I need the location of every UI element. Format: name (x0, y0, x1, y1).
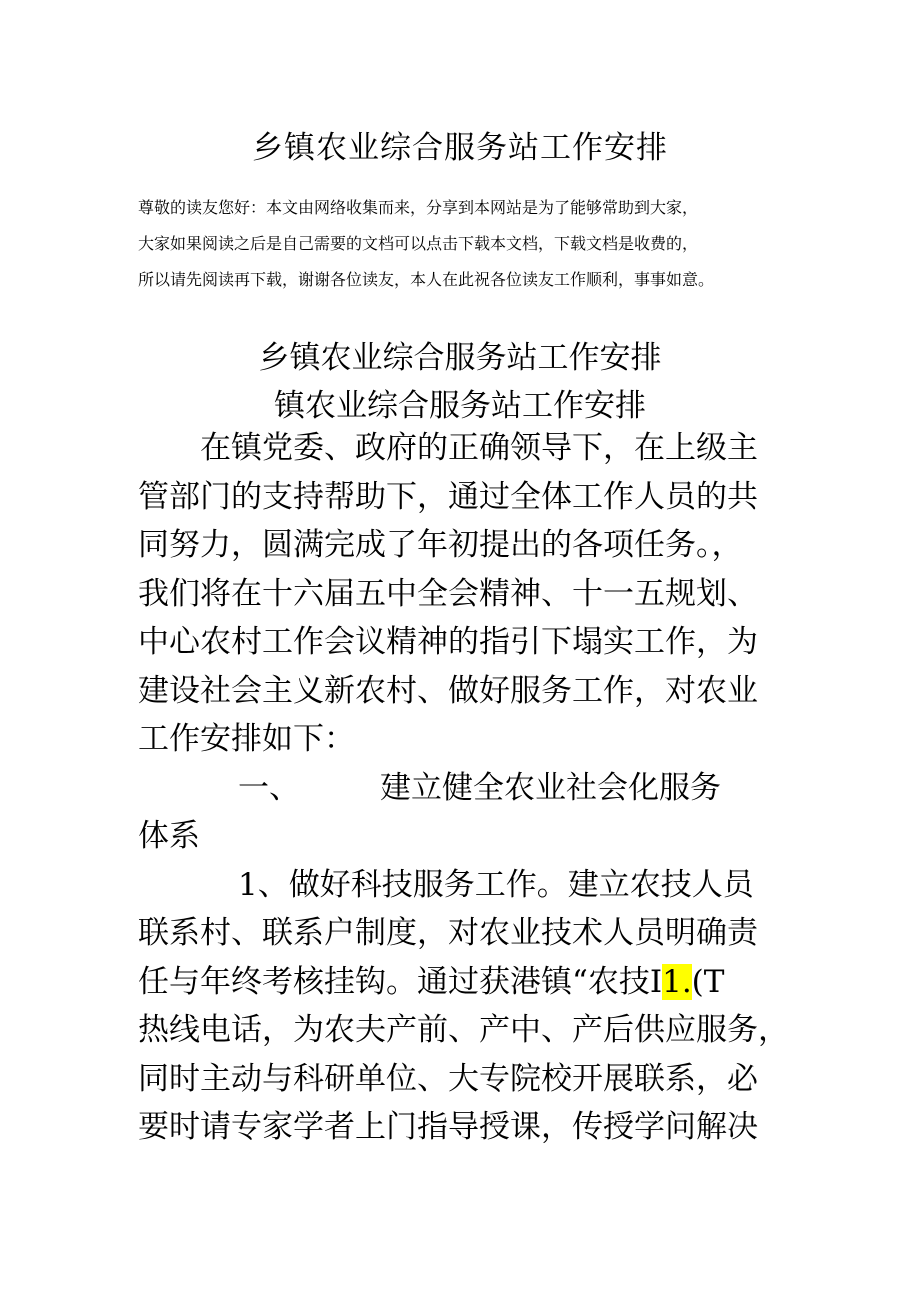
item-line: 同时主动与科研单位、大专院校开展联系，必 (138, 1060, 758, 1097)
item-line: 要时请专家学者上门指导授课，传授学问解决 (138, 1109, 758, 1145)
document-title: 乡镇农业综合服务站工作安排 (252, 130, 668, 166)
item-text: (T (691, 963, 725, 1000)
paragraph-line: 在镇党委、政府的正确领导下，在上级主 (200, 430, 758, 466)
section-title-continued: 体系 (138, 818, 200, 854)
section-number: 一、 (238, 769, 300, 806)
body-text (138, 424, 798, 1152)
sub-heading: 镇农业综合服务站工作安排 (274, 388, 646, 424)
paragraph-line: 中心农村工作会议精神的指引下塌实工作，为 (138, 624, 758, 660)
item-line: 联系村、联系户制度，对农业技术人员明确责 (138, 915, 758, 951)
notice-line: 所以请先阅读再下载，谢谢各位读友，本人在此祝各位读友工作顺利，事事如意。 (138, 270, 715, 289)
item-line: 1、做好科技服务工作。建立农技人员 (238, 866, 754, 903)
section-heading-line (138, 764, 798, 813)
paragraph-line: 管部门的支持帮助下，通过全体工作人员的共 (138, 478, 758, 515)
notice-line: 尊敬的读友您好：本文由网络收集而来，分享到本网站是为了能够常助到大家， (138, 198, 699, 217)
paragraph-line: 同努力，圆满完成了年初提出的各项任务。， (138, 527, 743, 563)
reader-notice (138, 190, 818, 298)
paragraph-line: 建设社会主义新农村、做好服务工作，对农业 (138, 672, 758, 709)
notice-line: 大家如果阅读之后是自己需要的文档可以点击下载本文档，下载文档是收费的， (138, 234, 699, 253)
item-text: 任与年终考核挂钩。通过获港镇“农技I (138, 963, 663, 1000)
paragraph-line: 工作安排如下： (138, 721, 355, 757)
item-line (138, 958, 798, 1007)
item-line: 热线电话，为农夫产前、产中、产后供应服务， (138, 1012, 789, 1048)
highlighted-text: 1. (662, 963, 692, 1000)
section-heading: 乡镇农业综合服务站工作安排 (258, 340, 662, 376)
section-title: 建立健全农业社会化服务 (380, 769, 721, 806)
paragraph-line: 我们将在十六届五中全会精神、十一五规划、 (138, 575, 758, 612)
